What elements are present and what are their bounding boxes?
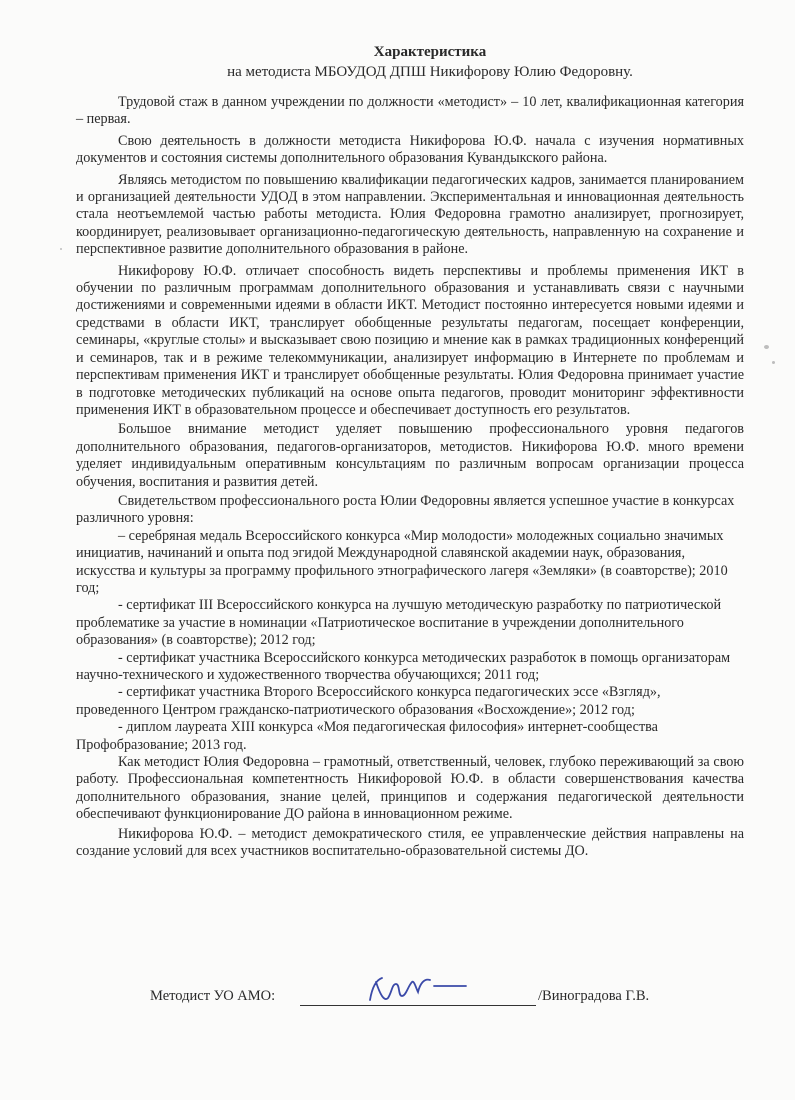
scan-speck bbox=[60, 248, 62, 250]
paragraph-conclusion: Как методист Юлия Федоровна – грамотный, ответственный, человек, глубоко переживающий за свою работу. Профессиональная компетентность Никифоровой Ю.Ф. в области совершенствования качества дополнительного образования, знание целей, принципов и содержания педагогической деятельности обеспечивают функционирование ДО района в инновационном режиме. bbox=[76, 754, 744, 823]
achievements-list bbox=[76, 528, 744, 754]
paragraph-experience: Трудовой стаж в данном учреждении по должности «методист» – 10 лет, квалификационная категория – первая. bbox=[76, 94, 744, 128]
achievement-item: – серебряная медаль Всероссийского конкурса «Мир молодости» молодежных социально значимых инициатив, начинаний и опыта под эгидой Международной славянской академии наук, образования, искусства и культуры за программу профильного этнографического лагеря «Земляки» (в соавторстве); 2010 год; bbox=[76, 527, 728, 596]
achievement-item: - сертификат участника Второго Всероссийского конкурса педагогических эссе «Взгляд», проведенного Центром гражданско-патриотического образования «Восхождение»; 2012 год; bbox=[76, 684, 661, 718]
paragraph-start: Свою деятельность в должности методиста Никифорова Ю.Ф. начала с изучения нормативных документов и состояния системы дополнительного образования Кувандыкского района. bbox=[76, 132, 744, 167]
paragraph-attention: Большое внимание методист уделяет повышению профессионального уровня педагогов дополнительного образования, педагогов-организаторов, методистов. Никифорова Ю.Ф. много времени уделяет индивидуальным оперативным консультациям по различным вопросам организации процесса обучения, воспитания и развития детей. bbox=[76, 421, 744, 490]
document-body bbox=[76, 42, 744, 862]
scan-speck bbox=[764, 345, 769, 349]
document-title: Характеристика bbox=[373, 44, 487, 60]
document-subtitle: на методиста МБОУДОД ДПШ Никифорову Юлию Федоровну. bbox=[227, 64, 633, 80]
paragraph-qualification: Являясь методистом по повышению квалификации педагогических кадров, занимается планированием и организацией деятельности УДОД в этом направлении. Экспериментальная и инновационная деятельность стала неотъемлемой частью работы методиста. Юлия Федоровна грамотно анализирует, прогнозирует, координирует, реализовывает организационно-педагогическую деятельность, направленную на сохранение и перспективное развитие дополнительного образования в районе. bbox=[76, 171, 744, 258]
signature-label: Методист УО АМО: bbox=[150, 988, 276, 1004]
achievements-intro: Свидетельством профессионального роста Юлии Федоровны является успешное участие в конкурсах различного уровня: bbox=[76, 492, 735, 527]
signature-name: /Виноградова Г.В. bbox=[538, 988, 650, 1004]
achievement-item: - сертификат III Всероссийского конкурса на лучшую методическую разработку по патриотической проблематике за участие в номинации «Патриотическое воспитание в учреждении дополнительного образования» (в соавторстве); 2012 год; bbox=[76, 597, 722, 649]
scan-speck bbox=[772, 361, 775, 364]
paragraph-style: Никифорова Ю.Ф. – методист демократического стиля, ее управленческие действия направлены на создание условий для всех участников воспитательно-образовательной системы ДО. bbox=[76, 825, 744, 860]
signature-block bbox=[150, 978, 690, 1018]
achievement-item: - сертификат участника Всероссийского конкурса методических разработок в помощь организаторам научно-технического и художественного творчества обучающихся; 2011 год; bbox=[76, 649, 731, 683]
handwritten-signature bbox=[362, 974, 472, 1008]
paragraph-ict: Никифорову Ю.Ф. отличает способность видеть перспективы и проблемы применения ИКТ в обучении по различным программам дополнительного образования и устанавливать связи с научными достижениями и современными идеями в области ИКТ. Методист постоянно интересуется новыми идеями и средствами в области ИКТ, транслирует обобщенные результаты педагогам, посещает конференции, семинары, «круглые столы» и высказывает свою позицию и мнение как в рамках традиционных конференций и семинаров, так и в режиме телекоммуникации, анализирует информацию в Интернете по проблемам и перспективам применения ИКТ и транслирует обобщенные результаты. Юлия Федоровна принимает участие в подготовке методических публикаций на основе опыта педагогов, проводит мониторинг эффективности применения ИКТ в образовательном процессе и обеспечивает доступность его результатов. bbox=[76, 262, 744, 418]
achievement-item: - диплом лауреата XIII конкурса «Моя педагогическая философия» интернет-сообщества Профобразование; 2013 год. bbox=[76, 719, 658, 753]
